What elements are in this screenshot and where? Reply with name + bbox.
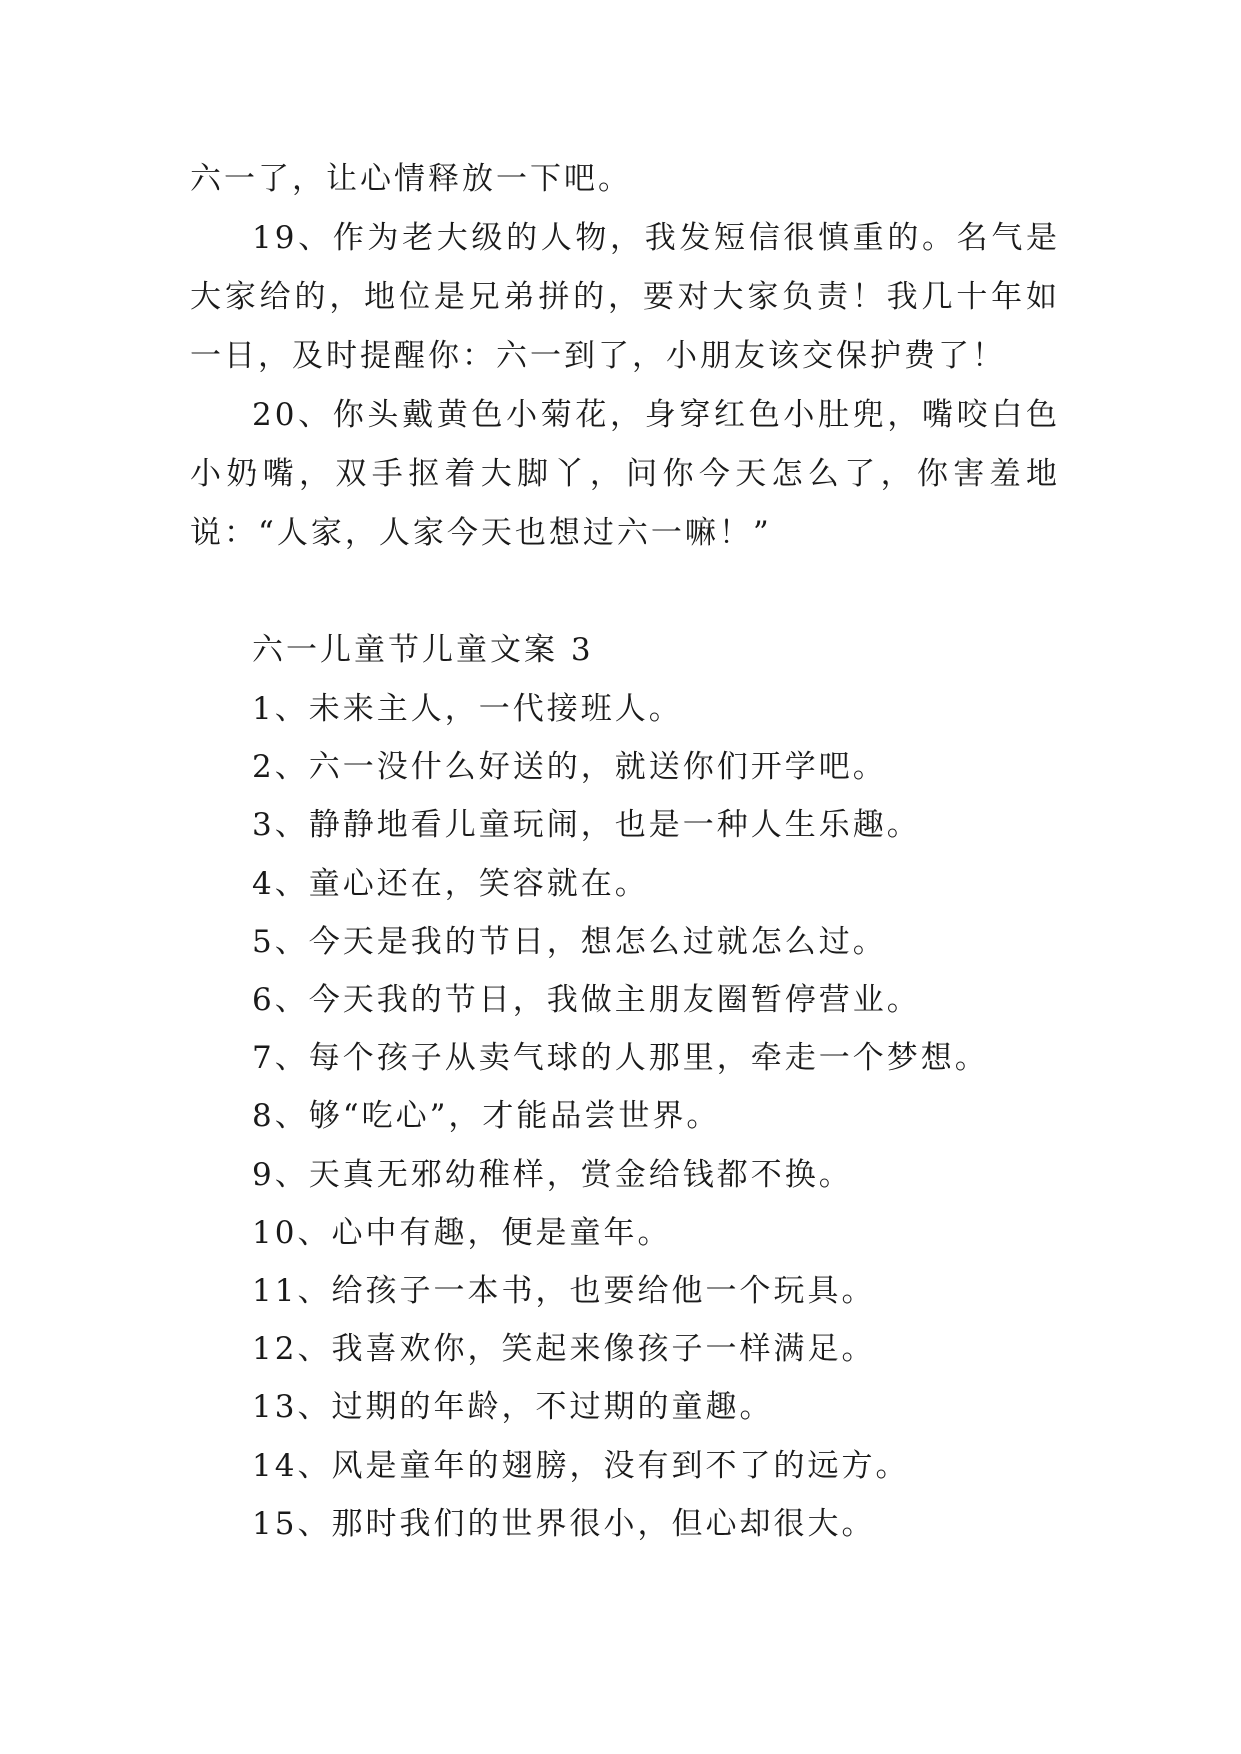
- copywriting-list: [190, 680, 1060, 1553]
- section-heading: 六一儿童节儿童文案 3: [252, 632, 594, 668]
- list-item: 4、童心还在，笑容就在。: [252, 865, 649, 902]
- list-item: 12、我喜欢你，笑起来像孩子一样满足。: [252, 1331, 876, 1368]
- list-item: 9、天真无邪幼稚样，赏金给钱都不换。: [252, 1156, 853, 1193]
- list-item: 11、给孩子一本书，也要给他一个玩具。: [252, 1273, 876, 1310]
- list-item: 6、今天我的节日，我做主朋友圈暂停营业。: [252, 982, 921, 1019]
- list-item: 5、今天是我的节日，想怎么过就怎么过。: [252, 923, 887, 960]
- list-item: 3、静静地看儿童玩闹，也是一种人生乐趣。: [252, 807, 921, 844]
- list-item: 2、六一没什么好送的，就送你们开学吧。: [252, 749, 887, 786]
- list-item: 15、那时我们的世界很小，但心却很大。: [252, 1505, 876, 1542]
- list-item: 10、心中有趣，便是童年。: [252, 1214, 672, 1251]
- document-body: [190, 150, 1060, 1553]
- list-item: 14、风是童年的翅膀，没有到不了的远方。: [252, 1447, 910, 1484]
- list-item: 13、过期的年龄，不过期的童趣。: [252, 1389, 774, 1426]
- paragraph-item-19: 19、作为老大级的人物，我发短信很慎重的。名气是大家给的，地位是兄弟拼的，要对大家负责！我几十年如一日，及时提醒你：六一到了，小朋友该交保护费了！: [190, 220, 1060, 374]
- paragraph-continuation: 六一了，让心情释放一下吧。: [190, 161, 632, 197]
- list-item: 8、够“吃心”，才能品尝世界。: [252, 1098, 721, 1135]
- paragraph-item-20: 20、你头戴黄色小菊花，身穿红色小肚兜，嘴咬白色小奶嘴，双手抠着大脚丫，问你今天怎么了，你害羞地说：“人家，人家今天也想过六一嘛！”: [190, 397, 1060, 551]
- list-item: 7、每个孩子从卖气球的人那里，牵走一个梦想。: [252, 1040, 989, 1077]
- list-item: 1、未来主人，一代接班人。: [252, 691, 683, 727]
